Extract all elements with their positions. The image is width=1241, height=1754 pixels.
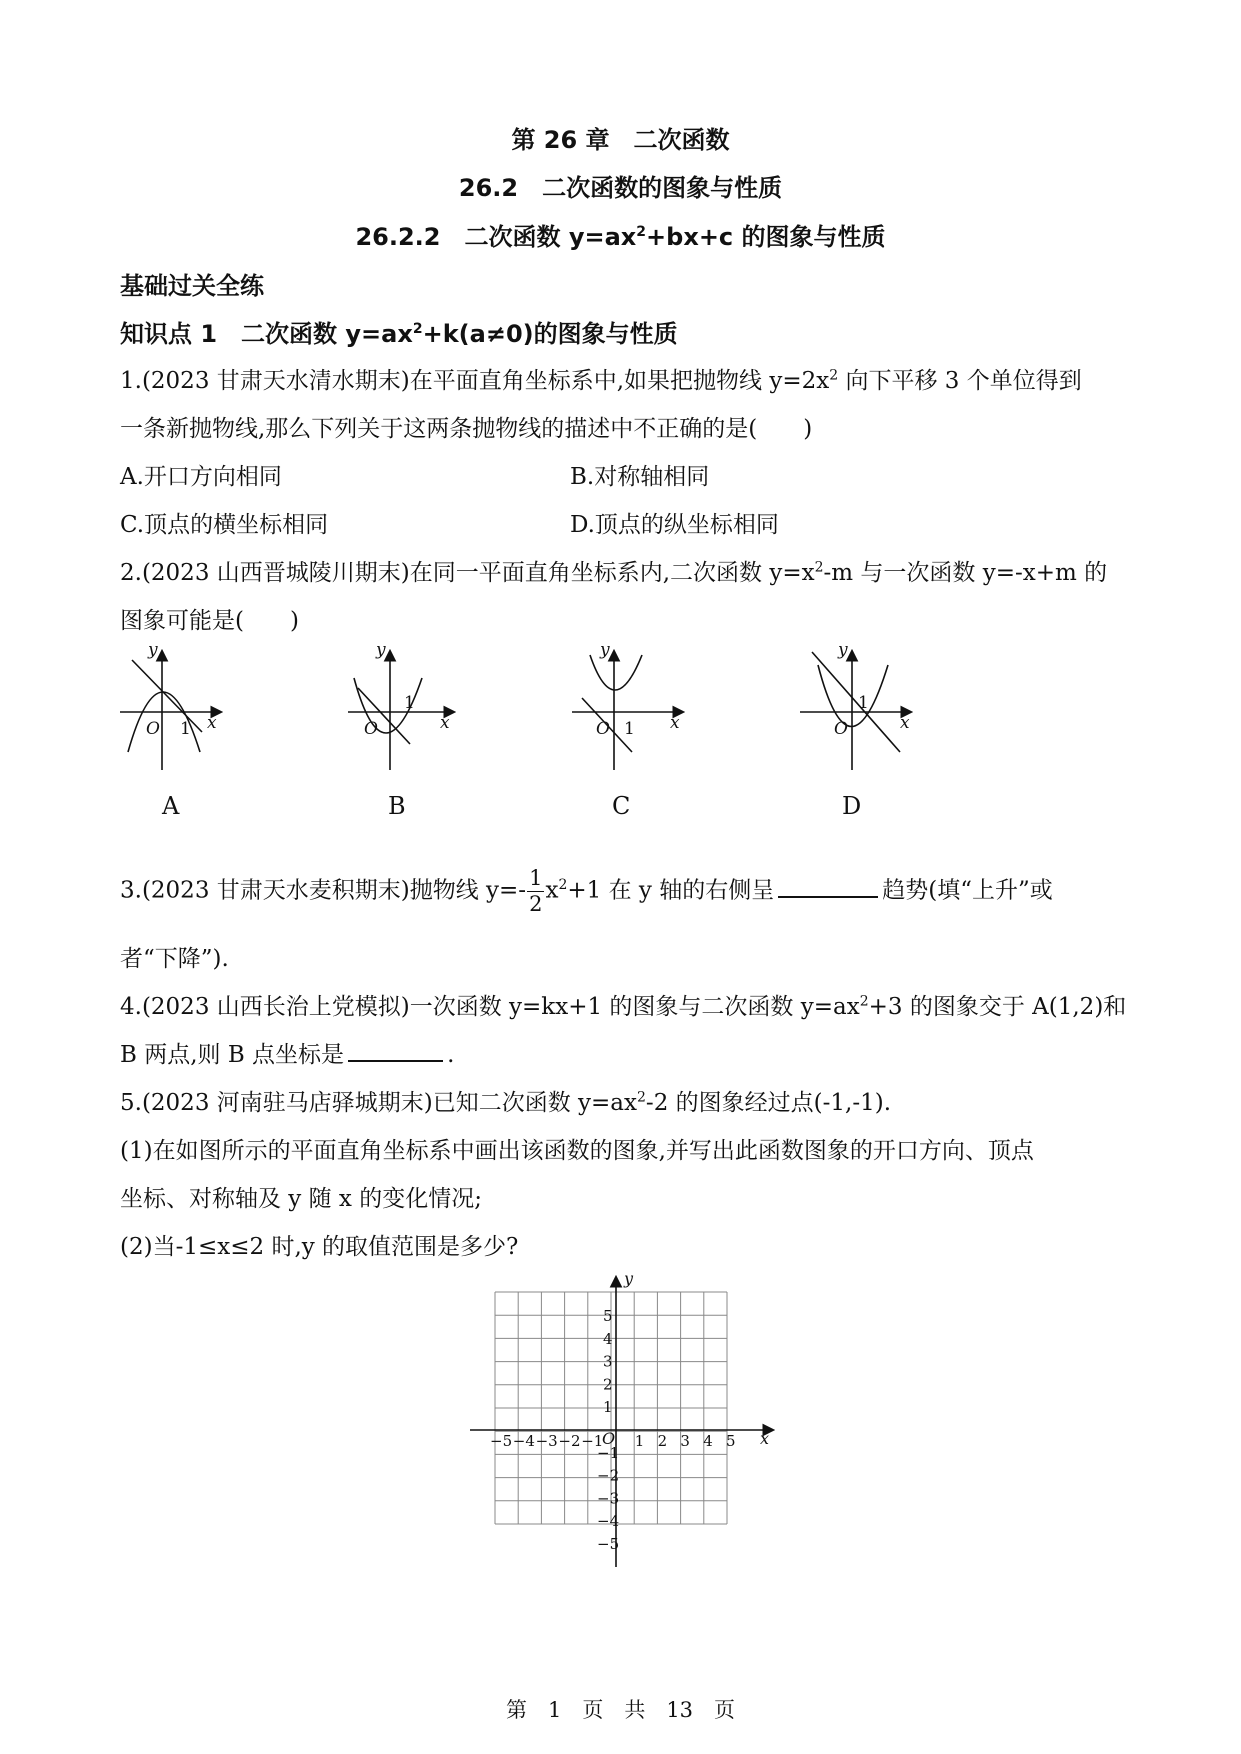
section-title: 26.2 二次函数的图象与性质	[458, 174, 783, 202]
graph-d-origin: O	[834, 719, 848, 739]
q2-graphs	[110, 640, 1120, 770]
chapter-title: 第 26 章 二次函数	[511, 126, 730, 154]
graph-b-x-label: x	[440, 713, 450, 733]
grid-x-tick: −2	[558, 1432, 581, 1450]
grid-x-tick: 2	[657, 1432, 668, 1450]
graph-c-one: 1	[624, 719, 635, 739]
graph-d-one: 1	[858, 693, 869, 713]
graph-c-x-label: x	[670, 713, 680, 733]
page-footer: 第 1 页 共 13 页	[505, 1698, 736, 1722]
q3-answer-blank[interactable]	[778, 876, 878, 898]
subsection-title: 26.2.2 二次函数 $y=ax^2+bx+c$ 的图象与性质	[355, 223, 886, 251]
grid-x-tick: 5	[726, 1432, 736, 1450]
grid-y-tick: 5	[603, 1307, 613, 1325]
q2-line2: 图象可能是( )	[120, 608, 299, 634]
q4-line1: 4.(2023 山西长治上党模拟)一次函数 y=kx+1 的图象与二次函数 $y=ax^2+3$ 的图象交于 A(1,2)和	[120, 993, 1127, 1020]
grid-y-tick: 2	[603, 1375, 613, 1394]
q2-line1: 2.(2023 山西晋城陵川期末)在同一平面直角坐标系内,二次函数 $y=x^2-m$ 与一次函数 y=-x+m 的	[120, 559, 1108, 586]
graph-d-y-label: y	[838, 640, 848, 660]
graph-d-x-label: x	[900, 713, 910, 733]
grid-x-tick: −4	[512, 1432, 535, 1450]
grid-origin: O	[602, 1429, 616, 1448]
grid-y-tick: 3	[603, 1352, 613, 1371]
graph-c-label: C	[612, 792, 631, 820]
graph-d-label: D	[842, 792, 862, 820]
grid-y-tick: 1	[603, 1398, 613, 1417]
graph-b-label: B	[388, 792, 406, 820]
grid-x-label: x	[760, 1429, 770, 1448]
graph-a-label: A	[162, 792, 180, 820]
q5-part1-line1: (1)在如图所示的平面直角坐标系中画出该函数的图象,并写出此函数图象的开口方向、顶点	[120, 1138, 1034, 1164]
q4-line2: B 两点,则 B 点坐标是 .	[120, 1042, 455, 1068]
graph-c-y-label: y	[600, 640, 610, 660]
knowledge-point-heading: 知识点 1 二次函数 $y=ax^2+k(a\ne 0)$的图象与性质	[120, 320, 678, 348]
grid-x-tick: −3	[535, 1432, 558, 1450]
q1-option-c: C.顶点的横坐标相同	[120, 512, 329, 538]
q5-part1-line2: 坐标、对称轴及 y 随 x 的变化情况;	[120, 1186, 482, 1212]
grid-y-tick: −2	[597, 1466, 620, 1485]
graph-a-one: 1	[180, 719, 191, 739]
grid-y-tick: 4	[603, 1329, 613, 1348]
q1-option-a: A.开口方向相同	[120, 464, 282, 490]
q1-option-d: D.顶点的纵坐标相同	[570, 512, 779, 538]
graph-b-y-label: y	[376, 640, 386, 660]
q5-line1: 5.(2023 河南驻马店驿城期末)已知二次函数 $y=ax^2-2$ 的图象经过点(-1,-1).	[120, 1089, 892, 1116]
graph-b-origin: O	[364, 719, 378, 739]
graph-c	[572, 652, 682, 770]
graph-a	[120, 652, 220, 770]
grid-x-tick: −5	[490, 1432, 513, 1450]
q4-answer-blank[interactable]	[348, 1040, 443, 1062]
grid-y-tick: −4	[597, 1512, 620, 1531]
q3-fraction: $\frac{1}{2}$	[529, 866, 543, 916]
grid-x-tick: −1	[581, 1432, 604, 1450]
grid-y-tick: −5	[597, 1535, 620, 1553]
graph-a-y-label: y	[148, 640, 158, 660]
grid-x-tick: 1	[634, 1432, 645, 1450]
graph-b-one: 1	[404, 693, 415, 713]
q5-coordinate-grid	[470, 1272, 780, 1572]
grid-x-tick: 4	[703, 1432, 713, 1450]
graph-b	[348, 652, 453, 770]
grid-y-tick: −3	[597, 1489, 620, 1508]
q3-line2: 者“下降”).	[120, 946, 229, 972]
graph-c-origin: O	[596, 719, 610, 739]
grid-y-label: y	[624, 1272, 634, 1288]
grid-y-tick: −1	[597, 1443, 620, 1462]
practice-heading: 基础过关全练	[120, 272, 264, 300]
graph-a-origin: O	[146, 719, 160, 739]
q1-line2: 一条新抛物线,那么下列关于这两条抛物线的描述中不正确的是( )	[120, 416, 813, 442]
q3-line1: 3.(2023 甘肃天水麦积期末)抛物线 y=- $\frac{1}{2}$ $x^2+1$ 在 y 轴的右侧呈 趋势(填“上升”或	[120, 866, 1053, 916]
graph-a-x-label: x	[207, 713, 217, 733]
q5-part2: (2)当-1≤x≤2 时,y 的取值范围是多少?	[120, 1234, 519, 1260]
q1-line1: 1.(2023 甘肃天水清水期末)在平面直角坐标系中,如果把抛物线 $y=2x^2$ 向下平移 3 个单位得到	[120, 367, 1082, 394]
grid-x-tick: 3	[680, 1432, 690, 1450]
q1-option-b: B.对称轴相同	[570, 464, 710, 490]
graph-d	[800, 652, 910, 770]
